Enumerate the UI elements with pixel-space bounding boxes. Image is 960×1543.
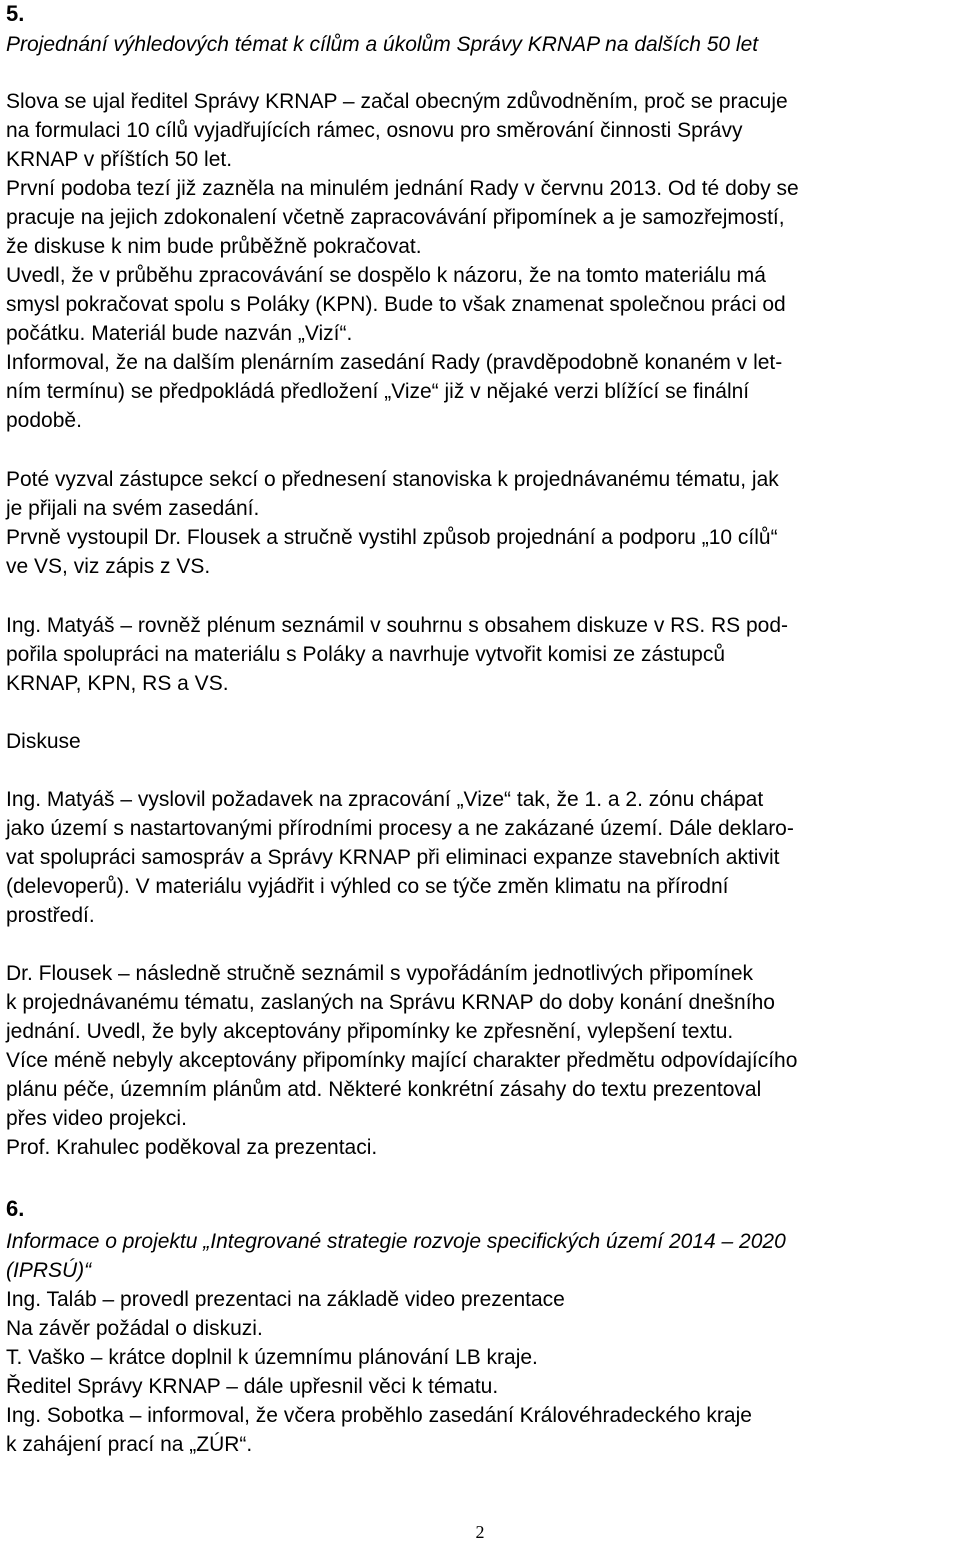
paragraph-line: KRNAP, KPN, RS a VS.	[6, 672, 229, 695]
paragraph-line: ve VS, viz zápis z VS.	[6, 555, 211, 578]
paragraph-line: jednání. Uvedl, že byly akceptovány připomínky ke zpřesnění, vylepšení textu.	[6, 1020, 734, 1043]
paragraph-line: jako území s nastartovanými přírodními procesy a ne zakázané území. Dále deklaro-	[6, 817, 794, 840]
paragraph-line: smysl pokračovat spolu s Poláky (KPN). Bude to však znamenat společnou práci od	[6, 293, 786, 316]
section-5-title: Projednání výhledových témat k cílům a úkolům Správy KRNAP na dalších 50 let	[6, 33, 759, 56]
paragraph-line: Uvedl, že v průběhu zpracovávání se dospělo k názoru, že na tomto materiálu má	[6, 264, 766, 287]
paragraph-line: ním termínu) se předpokládá předložení „Vize“ již v nějaké verzi blížící se finální	[6, 380, 750, 403]
paragraph-line: plánu péče, územním plánům atd. Některé konkrétní zásahy do textu prezentoval	[6, 1078, 762, 1101]
paragraph-line: Ing. Matyáš – rovněž plénum seznámil v souhrnu s obsahem diskuze v RS. RS pod-	[6, 614, 789, 637]
paragraph-line: počátku. Materiál bude nazván „Vizí“.	[6, 322, 353, 345]
paragraph-line: podobě.	[6, 409, 82, 432]
page-number: 2	[475, 1522, 485, 1542]
paragraph-line: Dr. Flousek – následně stručně seznámil s vypořádáním jednotlivých připomínek	[6, 962, 754, 985]
paragraph-line: pracuje na jejich zdokonalení včetně zapracovávání připomínek a je samozřejmostí,	[6, 206, 785, 229]
paragraph-line: T. Vaško – krátce doplnil k územnímu plánování LB kraje.	[6, 1346, 538, 1369]
paragraph-line: KRNAP v příštích 50 let.	[6, 148, 233, 171]
paragraph-line: První podoba tezí již zazněla na minulém jednání Rady v červnu 2013. Od té doby se	[6, 177, 799, 200]
paragraph-line: k projednávanému tématu, zaslaných na Správu KRNAP do doby konání dnešního	[6, 991, 775, 1014]
paragraph-line: Poté vyzval zástupce sekcí o přednesení stanoviska k projednávanému tématu, jak	[6, 468, 779, 491]
paragraph-line: Informoval, že na dalším plenárním zasedání Rady (pravděpodobně konaném v let-	[6, 351, 783, 374]
paragraph-line: k zahájení prací na „ZÚR“.	[6, 1433, 253, 1456]
paragraph-line: Ing. Taláb – provedl prezentaci na základě video prezentace	[6, 1288, 565, 1311]
paragraph-line: Slova se ujal ředitel Správy KRNAP – začal obecným zdůvodněním, proč se pracuje	[6, 90, 788, 113]
paragraph-line: Ing. Matyáš – vyslovil požadavek na zpracování „Vize“ tak, že 1. a 2. zónu chápat	[6, 788, 764, 811]
paragraph-line: je přijali na svém zasedání.	[6, 497, 260, 520]
paragraph-line: Více méně nebyly akceptovány připomínky mající charakter předmětu odpovídajícího	[6, 1049, 798, 1072]
paragraph-line: Prvně vystoupil Dr. Flousek a stručně vystihl způsob projednání a podporu „10 cílů“	[6, 526, 778, 549]
paragraph-line: na formulaci 10 cílů vyjadřujících rámec, osnovu pro směrování činnosti Správy	[6, 119, 743, 142]
paragraph-line: vat spolupráci samospráv a Správy KRNAP při eliminaci expanze stavebních aktivit	[6, 846, 780, 869]
section-6-title: (IPRSÚ)“	[6, 1259, 92, 1282]
paragraph-line: Ředitel Správy KRNAP – dále upřesnil věci k tématu.	[6, 1375, 499, 1398]
paragraph-line: Na závěr požádal o diskuzi.	[6, 1317, 263, 1340]
paragraph-line: prostředí.	[6, 904, 95, 927]
paragraph-line: že diskuse k nim bude průběžně pokračovat.	[6, 235, 422, 258]
paragraph-line: Ing. Sobotka – informoval, že včera proběhlo zasedání Královéhradeckého kraje	[6, 1404, 752, 1427]
section-6-title: Informace o projektu „Integrované strategie rozvoje specifických území 2014 – 2020	[6, 1230, 786, 1253]
paragraph-line: pořila spolupráci na materiálu s Poláky a navrhuje vytvořit komisi ze zástupců	[6, 643, 725, 666]
section-6-number: 6.	[6, 1196, 25, 1221]
section-5-number: 5.	[6, 1, 25, 26]
paragraph-line: (delevoperů). V materiálu vyjádřit i výhled co se týče změn klimatu na přírodní	[6, 875, 729, 898]
paragraph-line: Prof. Krahulec poděkoval za prezentaci.	[6, 1136, 378, 1159]
diskuse-heading: Diskuse	[6, 730, 81, 753]
paragraph-line: přes video projekci.	[6, 1107, 187, 1130]
